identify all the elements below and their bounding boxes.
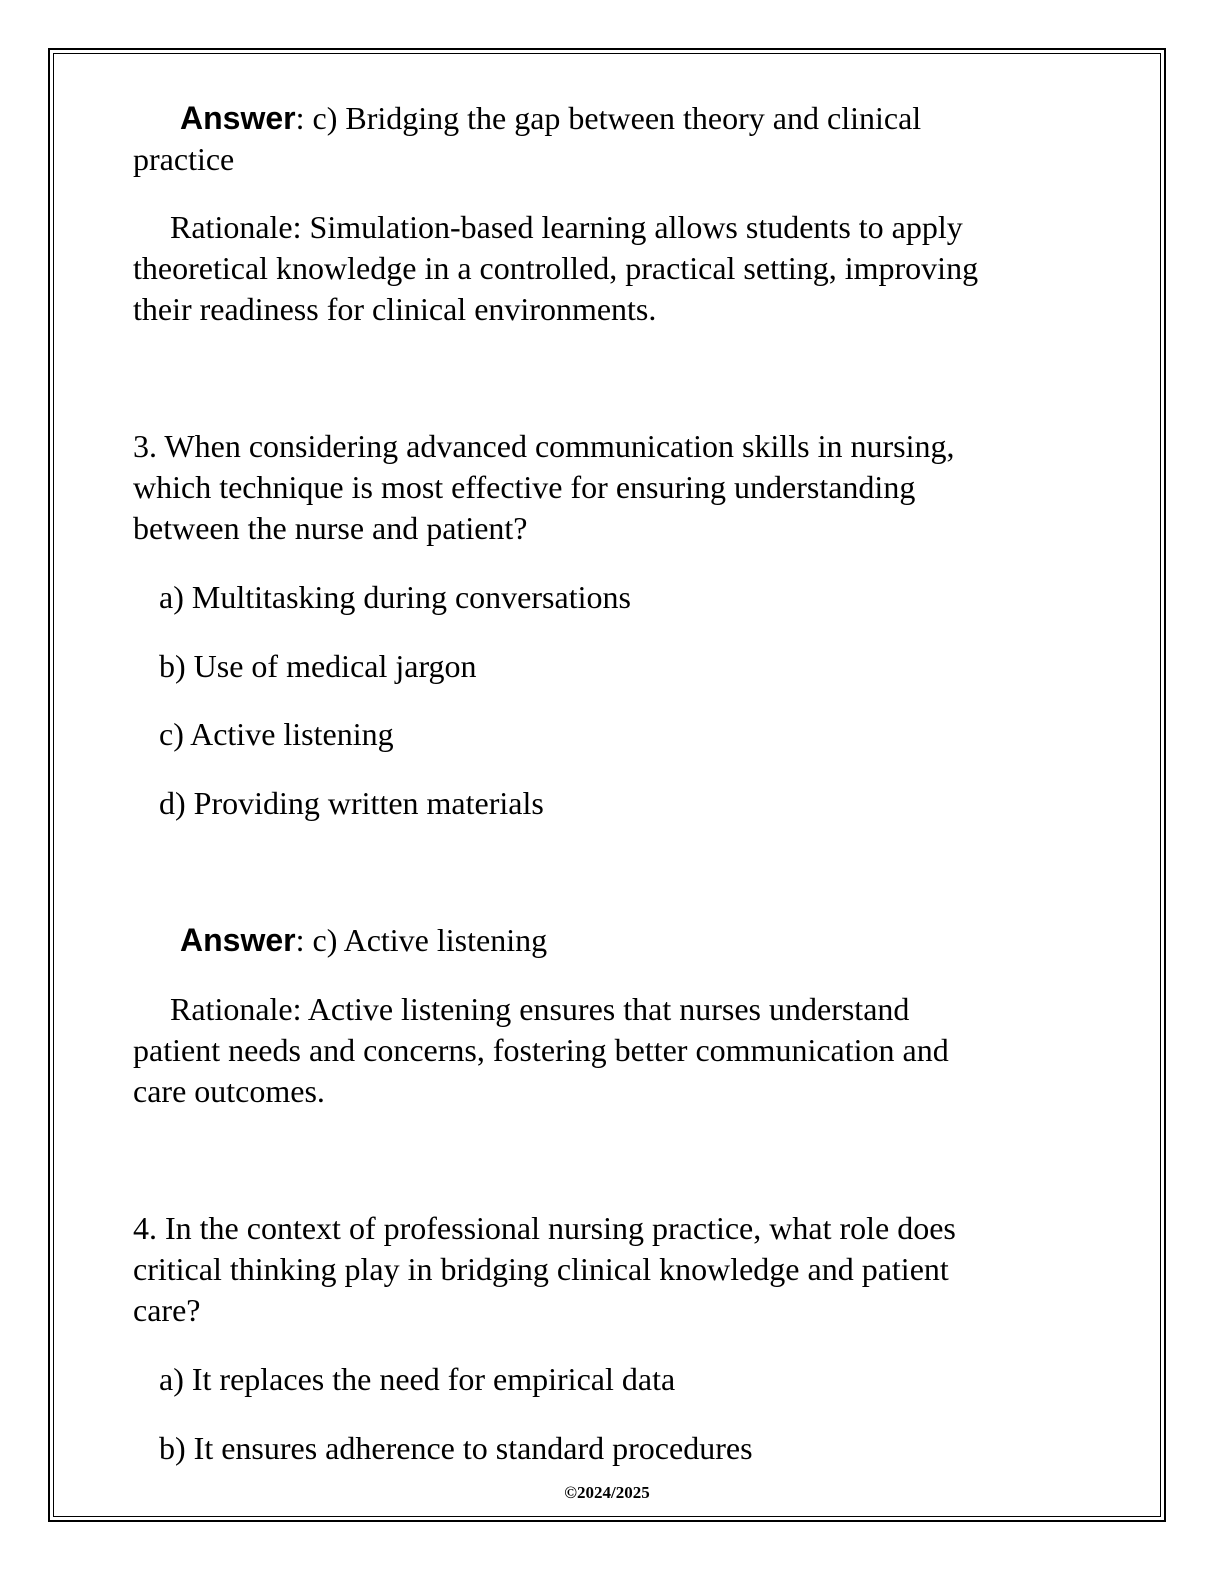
answer-label: Answer — [180, 100, 296, 136]
q2-rationale-line-1: Rationale: Simulation-based learning allows students to apply — [170, 209, 963, 245]
q2-rationale-line-3: their readiness for clinical environments. — [133, 291, 657, 327]
q3-question-line-3: between the nurse and patient? — [133, 510, 528, 546]
q3-option-c: c) Active listening — [159, 716, 394, 752]
q4-question-line-2: critical thinking play in bridging clinical knowledge and patient — [133, 1251, 949, 1287]
q3-rationale-line-2: patient needs and concerns, fostering better communication and — [133, 1032, 949, 1068]
q3-answer — [180, 920, 547, 961]
q2-answer-continued: practice — [133, 141, 235, 177]
q3-answer-text: : c) Active listening — [295, 922, 548, 958]
q3-option-b: b) Use of medical jargon — [159, 648, 477, 684]
q4-option-b: b) It ensures adherence to standard procedures — [159, 1430, 753, 1466]
q3-rationale-line-3: care outcomes. — [133, 1073, 325, 1109]
q4-question-line-3: care? — [133, 1292, 201, 1328]
q2-answer-text: : c) Bridging the gap between theory and clinical — [295, 100, 922, 136]
q3-question-line-1: 3. When considering advanced communication skills in nursing, — [133, 428, 955, 464]
q3-option-d: d) Providing written materials — [159, 785, 544, 821]
q4-question-line-1: 4. In the context of professional nursing practice, what role does — [133, 1210, 956, 1246]
answer-label: Answer — [180, 922, 296, 958]
q4-option-a: a) It replaces the need for empirical data — [159, 1361, 676, 1397]
q3-question-line-2: which technique is most effective for ensuring understanding — [133, 469, 916, 505]
copyright-footer: ©2024/2025 — [564, 1483, 650, 1502]
q3-rationale-line-1: Rationale: Active listening ensures that nurses understand — [170, 991, 910, 1027]
q3-option-a: a) Multitasking during conversations — [159, 579, 631, 615]
q2-answer — [180, 98, 921, 139]
q2-rationale-line-2: theoretical knowledge in a controlled, practical setting, improving — [133, 250, 979, 286]
